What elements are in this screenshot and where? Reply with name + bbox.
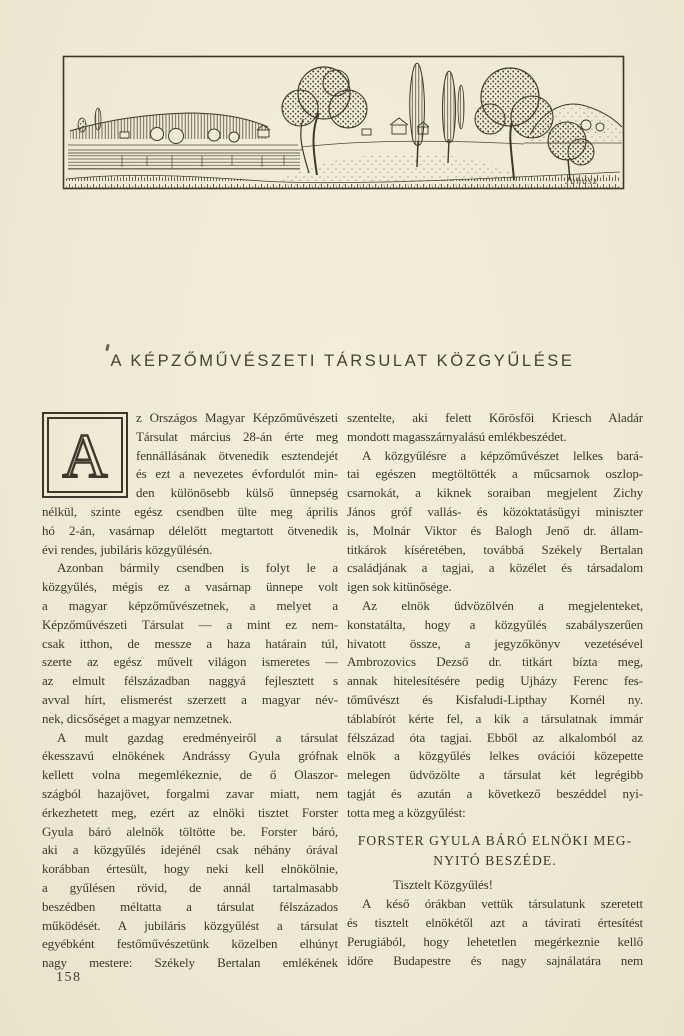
text-line: melegen üdvözölte a társulat két legrégibb [347, 767, 643, 783]
column-left [42, 409, 338, 973]
text-line: nek, dicsőséget a magyar nemzetnek. [42, 710, 232, 726]
text-line: egyébként festőművészetünk közelben elhúnyt [42, 936, 338, 952]
text-line: totta meg a közgyűlést: [347, 804, 466, 820]
text-line: félszázad óta tagjai. Ebből az alkalomból az [347, 729, 643, 745]
text-line: időre Budapestre és nagy sajnálatára nem [347, 952, 643, 968]
text-line: nagy mestere: Székely Bertalan emlékének [42, 955, 338, 971]
text-line: Az elnök üdvözölvén a megjelenteket, [362, 597, 643, 613]
text-line: és ezt a nevezetes évfordulót min- [136, 466, 338, 482]
text-line: nélkül, szinte egész csendben ülte meg április [42, 503, 338, 519]
text-line: elnök a közgyűlés lelkes ovációi közepette [347, 748, 643, 764]
text-line: érkezhetett meg, ezért az elnöki tisztet Forster [42, 804, 338, 820]
text-line: aki a közgyűlés idejénél csak néhány órával [42, 842, 338, 858]
text-line: tai egészen megtöltötték a műcsarnok oszlop- [347, 466, 643, 482]
text-line: a magyar képzőművészetnek, a melyet a [42, 597, 338, 613]
text-line: kellett volna megemlékeznie, de ő Olaszor- [42, 767, 338, 783]
text-line: szágból hazajövet, forgalmi zavar miatt, nem [42, 785, 338, 801]
text-line: hó 2-án, vasárnap délelőtt megtartott ötvenedik [42, 522, 338, 538]
text-line: ékesszavú elnökének Andrássy Gyula grófnak [42, 748, 338, 764]
text-line: z Országos Magyar Képzőművészeti [136, 410, 338, 425]
text-line: tagját és azután a következő beszéddel nyi- [347, 785, 643, 801]
text-line: Ambrozovics Dezső dr. titkárt bízta meg, [347, 654, 643, 670]
text-line: korábban értesült, hogy neki kell elnökölnie, [42, 861, 338, 877]
text-line: A mult gazdag eredményeiről a társulat [57, 729, 338, 745]
dropcap-letter: A [62, 423, 108, 488]
text-line: fennállásának ötvenedik esztendejét [136, 447, 338, 463]
text-line: Társulat március 28-án érte meg [136, 428, 338, 444]
text-line: beszédben méltatta a társulat félszázados [42, 898, 338, 914]
heading-line: NYITÓ BESZÉDE. [433, 852, 557, 868]
text-line: mondott magasszárnyalású emlékbeszédet. [347, 428, 567, 444]
text-line: hivatott össze, a jegyzőkönyv vezetésével [347, 635, 643, 651]
text-line: családjának a tagjai, a közélet és társadalom [347, 560, 643, 576]
right-trees [475, 68, 594, 180]
dropcap-letter-art [50, 422, 120, 488]
artist-signature: Juhász [565, 177, 599, 187]
dropcap-inner-frame [47, 417, 123, 493]
text-line: az elmult félszázadban naggyá fejlesztett s [42, 673, 338, 689]
text-line: Perugiából, hogy lehetetlen megérkeznie kellő [347, 933, 643, 949]
text-line: A közgyűlésre a képzőművészet lelkes bará- [362, 447, 643, 463]
text-line: évi rendes, jubiláris közgyűlésén. [42, 541, 213, 557]
section-heading [347, 831, 643, 871]
pond [68, 153, 300, 169]
text-line: A késő órákban vettük társulatunk szeretett [362, 896, 643, 912]
text-line: János gróf vallás- és közoktatásügyi miniszter [347, 503, 643, 519]
page-title: A KÉPZŐMŰVÉSZETI TÁRSULAT KÖZGYŰLÉSE [110, 352, 575, 370]
text-line: is, Molnár Viktor és Balogh Jenő dr. állam- [347, 522, 643, 538]
landscape-headpiece-illustration [62, 55, 625, 190]
text-line: tőművészt és Kisfaludi-Lipthay Kornél ny. [347, 691, 643, 707]
text-line: titkárok kíséretében, továbbá Székely Bertalan [347, 541, 643, 557]
text-line: és tisztelt elnökétől azt a távirati értesítést [347, 915, 643, 931]
text-line: Gyula báró alelnök töltötte be. Forster báró, [42, 823, 338, 839]
poplar-trees [410, 63, 464, 167]
salutation-line: Tisztelt Közgyűlés! [393, 876, 493, 892]
text-line: avval hírt, elismerést szerzett a magyar név- [42, 691, 338, 707]
text-line: den különösebb külső ünnepség [136, 485, 338, 501]
text-line: a gyűlésen rövid, de annál tartalmasabb [42, 879, 338, 895]
text-line: Képzőművészeti Társulat — a mint ez nem- [42, 616, 338, 632]
text-line: szentelte, aki felett Kőrösfői Kriesch Aladár [347, 410, 643, 425]
heading-line: FORSTER GYULA BÁRÓ ELNÖKI MEG- [357, 832, 633, 848]
text-line: csarnokát, a kiknek soraiban megjelent Zichy [347, 485, 643, 501]
text-line: konstatálta, hogy a közgyűlés szabályszerűen [347, 616, 643, 632]
text-line: Azonban bármily csendben is folyt le a [57, 560, 338, 576]
text-line: közgyűlés, mégis ez a vasárnap ünnepe volt [42, 579, 338, 595]
text-line: táblabírót kérte fel, a kik a társulatnak immár [347, 710, 643, 726]
text-columns [42, 409, 643, 973]
text-line: igen sok kitünősége. [347, 579, 452, 595]
ink-speck [105, 344, 110, 352]
text-line: annak hitelesítésére pedig Ujházy Ferenc fes- [347, 673, 643, 689]
column-right [347, 409, 643, 973]
text-line: szerte az egész művelt világon ismeretes — [42, 654, 338, 670]
dropcap-box [42, 412, 128, 498]
page-number: 158 [56, 970, 82, 985]
text-line: működését. A jubiláris közgyűlést a társulat [42, 917, 338, 933]
text-line: csak itthon, de messze a haza határain túl, [42, 635, 338, 651]
